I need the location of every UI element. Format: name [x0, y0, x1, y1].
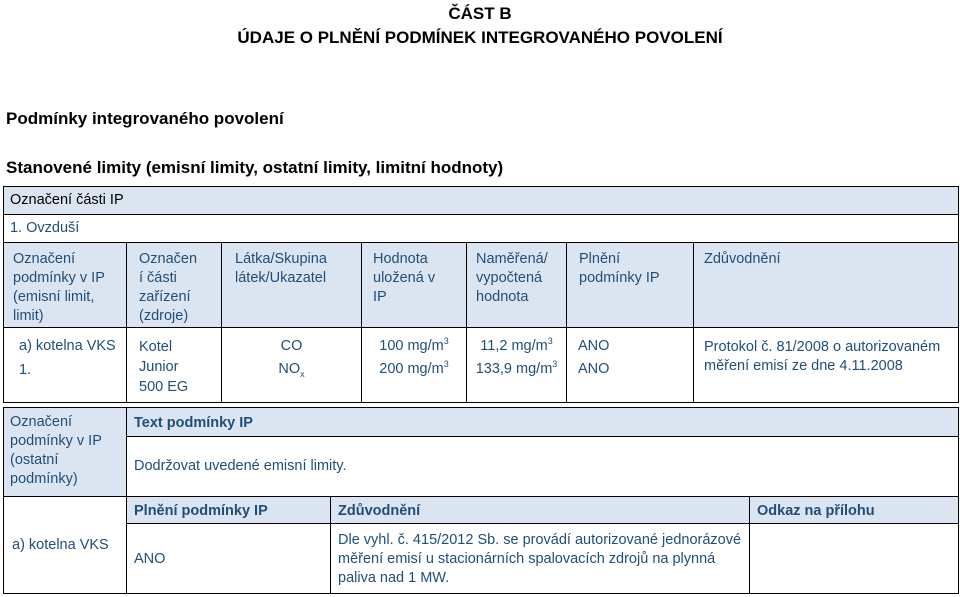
fulfillment-value: ANO [134, 551, 166, 567]
other-condition-label: Označení podmínky v IP (ostatní podmínky) [10, 414, 102, 487]
row-fulfillment: ANO ANO [578, 338, 610, 377]
header-condition: Označení podmínky v IP (emisní limit, limit) [13, 251, 105, 324]
text-label: Text podmínky IP [134, 415, 253, 431]
other-condition-value: a) kotelna VKS [12, 537, 109, 553]
row-justification: Protokol č. 81/2008 o autorizovaném měření emisí ze dne 4.11.2008 [704, 339, 941, 374]
header-substance: Látka/Skupina látek/Ukazatel [235, 251, 327, 286]
row-condition: a) kotelna VKS 1. [19, 338, 116, 378]
part-subtitle: ÚDAJE O PLNĚNÍ PODMÍNEK INTEGROVANÉHO POVOLENÍ [237, 28, 723, 47]
header-justification: Zdůvodnění [704, 251, 781, 267]
attachment-label: Odkaz na přílohu [757, 503, 875, 519]
justification-value: Dle vyhl. č. 415/2012 Sb. se provádí autorizované jednorázové měření emisí u stacionárních spalovacích zdrojů na plynná paliva nad 1 MW. [338, 532, 742, 586]
header-part-device: Označen í části zařízení (zdroje) [139, 251, 198, 324]
part-value: 1. Ovzduší [10, 220, 80, 236]
section-heading: Podmínky integrovaného povolení [6, 109, 284, 128]
row-substances: CO $NO_x$ [278, 338, 305, 379]
part-label: Označení části IP [10, 192, 124, 208]
text-value: Dodržovat uvedené emisní limity. [134, 458, 347, 474]
part-value-row [3, 214, 959, 243]
row-measured-values: 11,2 $mg/m^3$ 133,9 $mg/m^3$ [475, 336, 558, 377]
part-title: ČÁST B [448, 4, 512, 23]
header-measured: Naměřená/ vypočtená hodnota [476, 251, 548, 305]
header-fulfillment: Plnění podmínky IP [579, 251, 660, 286]
row-device: Kotel Junior 500 EG [139, 339, 189, 395]
row-stored-values: 100 $mg/m^3$ 200 $mg/m^3$ [379, 336, 449, 377]
header-stored-value: Hodnota uložená v IP [373, 251, 436, 305]
part-label-row [3, 186, 959, 215]
justification-label: Zdůvodnění [338, 503, 421, 519]
fulfillment-label: Plnění podmínky IP [134, 503, 268, 519]
limits-heading: Stanovené limity (emisní limity, ostatní limity, limitní hodnoty) [6, 158, 504, 177]
